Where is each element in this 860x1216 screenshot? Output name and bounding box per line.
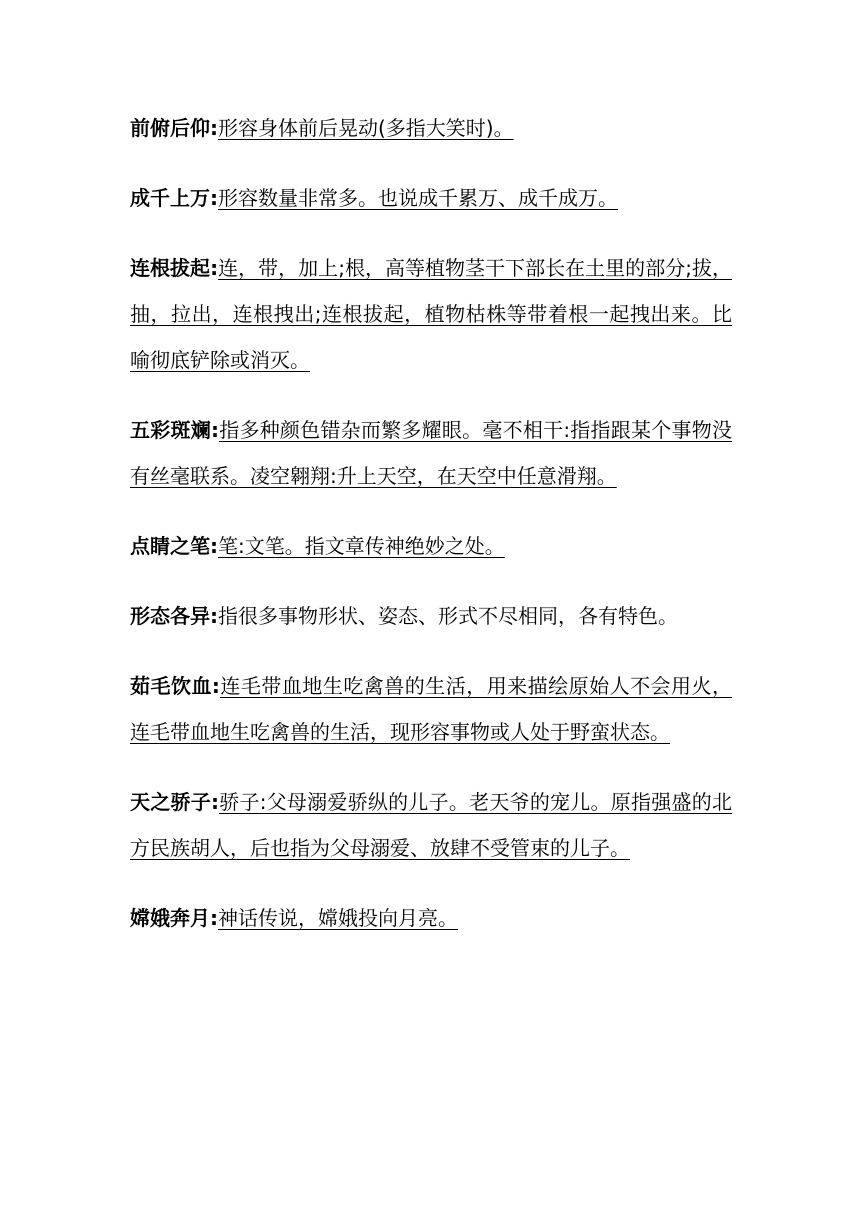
idiom-entry-9 — [130, 895, 732, 941]
idiom-definition: 神话传说，嫦娥投向月亮。 — [218, 906, 458, 930]
idiom-definition: 形容数量非常多。也说成千累万、成千成万。 — [218, 186, 618, 210]
idiom-entry-5 — [130, 523, 732, 569]
idiom-entry-4 — [130, 407, 732, 499]
idiom-entry-6 — [130, 593, 732, 639]
idiom-definition: 笔:文笔。指文章传神绝妙之处。 — [218, 534, 505, 558]
idiom-term: 点睛之笔: — [130, 534, 218, 558]
idiom-entry-7 — [130, 663, 732, 755]
idiom-entry-1 — [130, 105, 732, 151]
idiom-term: 形态各异: — [130, 604, 218, 628]
idiom-entry-2 — [130, 175, 732, 221]
idiom-definition: 连，带，加上;根，高等植物茎干下部长在土里的部分;拔，抽，拉出，连根拽出;连根拔起，植物枯株等带着根一起拽出来。比喻彻底铲除或消灭。 — [130, 256, 733, 372]
idiom-definition: 指多种颜色错杂而繁多耀眼。毫不相干:指指跟某个事物没有丝毫联系。凌空翱翔:升上天空，在天空中任意滑翔。 — [130, 418, 732, 488]
idiom-term: 连根拔起: — [130, 256, 219, 280]
idiom-definition: 指很多事物形状、姿态、形式不尽相同，各有特色。 — [218, 604, 678, 628]
idiom-definition: 骄子:父母溺爱骄纵的儿子。老天爷的宠儿。原指强盛的北方民族胡人，后也指为父母溺爱、放肆不受管束的儿子。 — [130, 790, 732, 860]
idiom-term: 前俯后仰: — [130, 116, 218, 140]
idiom-entry-8 — [130, 779, 732, 871]
idiom-term: 嫦娥奔月: — [130, 906, 218, 930]
idiom-term: 成千上万: — [130, 186, 218, 210]
idiom-entry-3 — [130, 245, 732, 383]
idiom-term: 五彩斑斓: — [130, 418, 219, 442]
idiom-term: 茹毛饮血: — [130, 674, 220, 698]
idiom-term: 天之骄子: — [130, 790, 219, 814]
idiom-definition: 连毛带血地生吃禽兽的生活，用来描绘原始人不会用火，连毛带血地生吃禽兽的生活，现形容事物或人处于野蛮状态。 — [130, 674, 733, 744]
idiom-definition: 形容身体前后晃动(多指大笑时)。 — [218, 116, 514, 140]
